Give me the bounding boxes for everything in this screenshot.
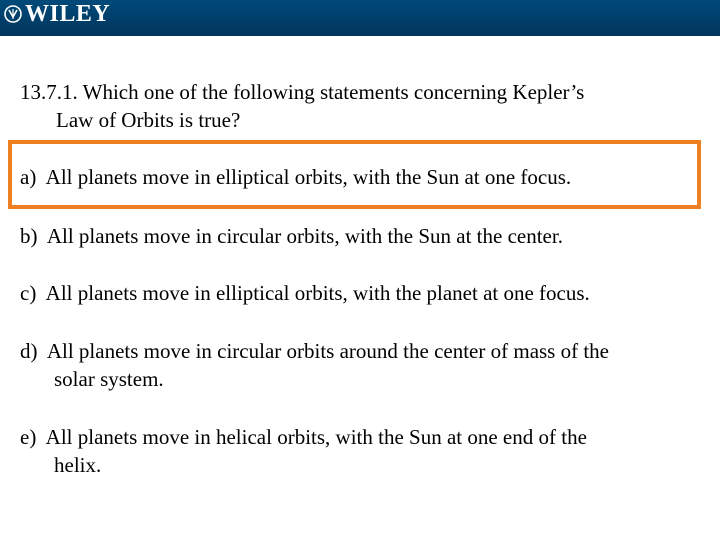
option-text: All planets move in elliptical orbits, with the planet at one focus. bbox=[45, 281, 590, 305]
option-letter: d) bbox=[20, 339, 38, 363]
question-text bbox=[20, 78, 700, 134]
option-letter: e) bbox=[20, 425, 37, 449]
logo-text: WILEY bbox=[25, 1, 111, 27]
wiley-emblem-icon bbox=[4, 5, 22, 23]
option-text: All planets move in helical orbits, with the Sun at one end of the bbox=[45, 425, 587, 449]
option-d[interactable] bbox=[20, 337, 710, 393]
option-a[interactable] bbox=[20, 163, 710, 191]
option-text: All planets move in elliptical orbits, with the Sun at one focus. bbox=[45, 165, 572, 189]
option-text: All planets move in circular orbits around the center of mass of the bbox=[46, 339, 610, 363]
question-line-1: 13.7.1. Which one of the following statements concerning Kepler’s bbox=[20, 80, 585, 104]
option-letter: a) bbox=[20, 165, 37, 189]
option-text-continued: helix. bbox=[54, 453, 102, 477]
wiley-logo bbox=[4, 1, 110, 27]
header-bar bbox=[0, 0, 720, 36]
option-letter: c) bbox=[20, 281, 37, 305]
option-b[interactable] bbox=[20, 222, 710, 250]
option-c[interactable] bbox=[20, 279, 710, 307]
option-letter: b) bbox=[20, 224, 38, 248]
question-line-2: Law of Orbits is true? bbox=[56, 108, 241, 132]
option-text-continued: solar system. bbox=[54, 367, 164, 391]
option-text: All planets move in circular orbits, with the Sun at the center. bbox=[46, 224, 563, 248]
option-e[interactable] bbox=[20, 423, 710, 479]
